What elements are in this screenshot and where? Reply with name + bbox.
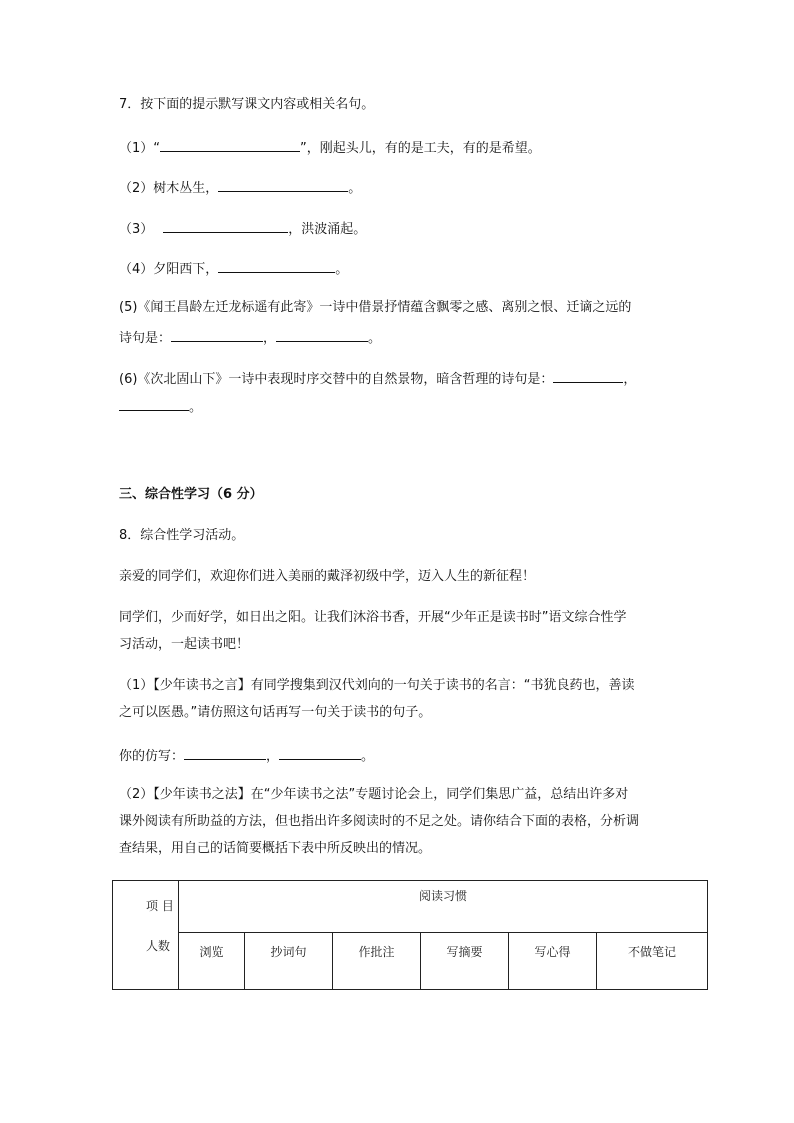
q7-item-5-line1: (5)《闻王昌龄左迁龙标遥有此寄》一诗中借景抒情蕴含飘零之感、离别之恨、迁谪之远的 [119, 300, 632, 315]
column-header: 抄词句 [245, 933, 333, 990]
corner-label-item: 项 目 [146, 899, 174, 913]
q7-item-6-comma: ， [623, 372, 637, 387]
answer-blank-7a[interactable] [184, 745, 266, 760]
intro-paragraph-2-line2: 习活动，一起读书吧！ [119, 637, 250, 652]
column-header: 写心得 [509, 933, 597, 990]
answer-blank-2[interactable] [218, 177, 348, 192]
subq1-answer-prefix: 你的仿写： [119, 749, 185, 764]
reading-habits-table [112, 880, 708, 990]
intro-paragraph-1: 亲爱的同学们，欢迎你们进入美丽的戴泽初级中学，迈入人生的新征程！ [119, 569, 536, 584]
intro-paragraph-2-line1: 同学们，少而好学，如日出之阳。让我们沐浴书香，开展“少年正是读书时”语文综合性学 [119, 610, 627, 625]
q7-item-5-prefix: 诗句是： [119, 331, 172, 346]
q7-item-4-suffix: 。 [335, 262, 349, 277]
answer-blank-6a[interactable] [553, 368, 623, 383]
answer-blank-6b[interactable] [119, 396, 189, 411]
q7-item-1-prefix: （1）“ [119, 141, 161, 156]
subq2-line3: 查结果，用自己的话简要概括下表中所反映出的情况。 [119, 841, 432, 856]
subq2-line1: （2）【少年读书之法】在“少年读书之法”专题讨论会上，同学们集思广益，总结出许多对 [119, 787, 629, 802]
column-header: 不做笔记 [597, 933, 708, 990]
q7-item-6-suffix: 。 [189, 400, 203, 415]
q7-item-6-line2 [119, 396, 202, 417]
q7-item-3 [119, 218, 366, 239]
q7-item-4 [119, 258, 348, 279]
subq1-line1: （1）【少年读书之言】有同学搜集到汉代刘向的一句关于读书的名言：“书犹良药也，善读 [119, 678, 635, 693]
q7-item-1-suffix: ”，刚起头儿，有的是工夫，有的是希望。 [300, 141, 541, 156]
subq1-answer [119, 745, 374, 766]
subq1-answer-suffix: 。 [361, 749, 375, 764]
subq1-line2: 之可以医愚。”请仿照这句话再写一句关于读书的句子。 [119, 705, 432, 720]
q7-item-2-prefix: （2）树木丛生， [119, 181, 219, 196]
column-header: 浏览 [179, 933, 245, 990]
table-corner-cell [113, 881, 179, 990]
answer-blank-5a[interactable] [171, 327, 263, 342]
answer-blank-7b[interactable] [279, 745, 361, 760]
subq1-answer-mid: ， [266, 749, 280, 764]
q7-item-6-text: (6)《次北固山下》一诗中表现时序交替中的自然景物，暗含哲理的诗句是： [119, 372, 554, 387]
q7-item-4-prefix: （4）夕阳西下， [119, 262, 219, 277]
reading-habits-header: 阅读习惯 [179, 881, 708, 933]
q7-item-6-line1 [119, 368, 636, 389]
answer-blank-5b[interactable] [276, 327, 368, 342]
column-header: 作批注 [333, 933, 421, 990]
section-heading: 三、综合性学习（6 分） [119, 487, 263, 502]
answer-blank-1[interactable] [160, 137, 300, 152]
q7-item-2-suffix: 。 [348, 181, 362, 196]
q7-item-5-mid: ， [263, 331, 277, 346]
answer-blank-4[interactable] [218, 258, 335, 273]
column-header: 写摘要 [421, 933, 509, 990]
q7-item-2 [119, 177, 361, 198]
corner-label-count: 人数 [146, 939, 171, 953]
subq2-line2: 课外阅读有所助益的方法，但也指出许多阅读时的不足之处。请你结合下面的表格，分析调 [119, 814, 640, 829]
q7-item-1 [119, 137, 541, 158]
q7-item-3-prefix: （3） [119, 222, 154, 237]
q8-stem: 8．综合性学习活动。 [119, 528, 245, 543]
q7-item-5-suffix: 。 [368, 331, 382, 346]
q7-stem: 7．按下面的提示默写课文内容或相关名句。 [119, 97, 375, 112]
q7-item-3-suffix: ，洪波涌起。 [288, 222, 367, 237]
q7-item-5-line2 [119, 327, 381, 348]
answer-blank-3[interactable] [163, 218, 288, 233]
